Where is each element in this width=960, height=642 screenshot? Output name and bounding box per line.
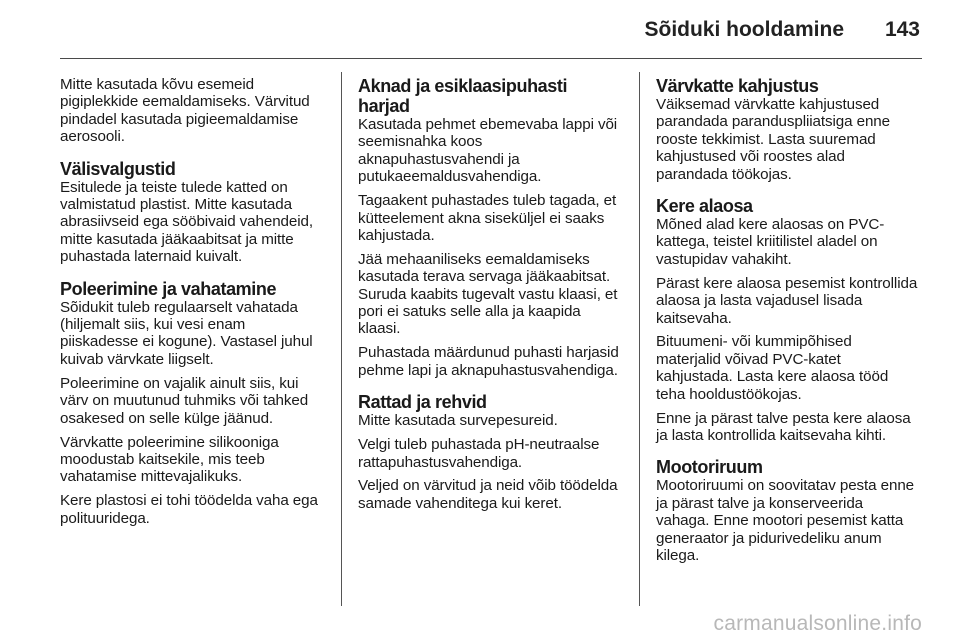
page-title: Sõiduki hooldamine [644,18,844,41]
section [656,457,918,564]
section-heading: Värvkatte kahjustus [656,76,819,96]
section [60,159,322,266]
section [358,392,620,512]
body-paragraph: Mõned alad kere alaosas on PVC-kattega, teistel kriitilistel aladel on vastupidav vahakiht. [656,216,885,268]
body-paragraph: Bituumeni- või kummipõhised materjalid võivad PVC-katet kahjustada. Lasta kere alaosa tööd teha hooldustöökojas. [656,333,889,403]
section [60,76,322,146]
body-paragraph: Jää mehaaniliseks eemaldamiseks kasutada terava servaga jääkaabitsat. Suruda kaabits tugevalt vastu klaasi, et pori ei satuks selle alla ja kaapida klaasi. [358,250,618,338]
body-paragraph: Väiksemad värvkatte kahjustused parandada paranduspliiatsiga enne rooste tekkimist. Lasta suuremad kahjustused või roostes alad parandada töökojas. [656,96,890,183]
section-heading: Kere alaosa [656,196,753,217]
body-paragraph: Veljed on värvitud ja neid võib töödelda samade vahenditega kui keret. [358,477,618,512]
section [358,76,620,379]
body-paragraph: Kere plastosi ei tohi töödelda vaha ega polituuridega. [60,492,318,527]
body-paragraph: Sõidukit tuleb regulaarselt vahatada (hiljemalt siis, kui vesi enam piiskadesse ei kogune). Vastasel juhul kuivab värvkate liigselt. [60,298,313,368]
section-heading: Mootoriruum [656,457,763,478]
body-paragraph: Pärast kere alaosa pesemist kontrollida alaosa ja lasta vajadusel lisada kaitsevaha. [656,274,918,327]
page-header [60,0,922,59]
body-paragraph: Puhastada määrdunud puhasti harjasid pehme lapi ja aknapuhastusvahendiga. [358,344,619,379]
page-number: 143 [884,18,920,41]
text-column-2 [358,76,620,519]
body-paragraph: Poleerimine on vajalik ainult siis, kui värv on muutunud tuhmiks või tahked osakesed on selle külge jäänud. [60,374,309,427]
watermark-text: carmanualsonline.info [713,612,922,635]
section-heading: Välisvalgustid [60,158,176,179]
body-paragraph: Kasutada pehmet ebemevaba lappi või seemisnahka koos aknapuhastusvahendi ja putukaeemaldusvahendiga. [358,116,618,186]
body-paragraph: Mitte kasutada kõvu esemeid pigiplekkide eemaldamiseks. Värvitud pindadel kasutada pigieemaldamise aerosooli. [60,76,310,146]
section-heading: Rattad ja rehvid [358,392,487,413]
text-column-1 [60,76,322,534]
section [656,196,918,444]
section [60,279,322,527]
section-heading: Aknad ja esiklaasipuhasti harjad [358,76,568,116]
body-paragraph: Enne ja pärast talve pesta kere alaosa ja lasta kontrollida kaitsevaha kihti. [656,409,911,444]
section-heading: Poleerimine ja vahatamine [60,278,277,299]
body-paragraph: Tagaakent puhastades tuleb tagada, et kütteelement akna siseküljel ei saaks kahjustada. [358,192,617,244]
column-divider [341,72,342,606]
body-paragraph: Mootoriruumi on soovitatav pesta enne ja pärast talve ja konserveerida vahaga. Enne mootori pesemist katta generaator ja pidurivedeliku anum kilega. [656,477,915,565]
body-paragraph: Esitulede ja teiste tulede katted on valmistatud plastist. Mitte kasutada abrasiivseid ega sööbivaid vahendeid, mitte kasutada jääkaabitsat ja mitte puhastada laternaid kuivalt. [60,178,313,266]
section [656,76,918,183]
body-paragraph: Velgi tuleb puhastada pH-neutraalse rattapuhastusvahendiga. [358,436,600,471]
body-paragraph: Värvkatte poleerimine silikooniga moodustab kaitsekile, mis teeb vahatamise mittevajalikuks. [60,433,279,486]
text-column-3 [656,76,918,571]
body-paragraph: Mitte kasutada survepesureid. [358,412,558,430]
column-divider [639,72,640,606]
